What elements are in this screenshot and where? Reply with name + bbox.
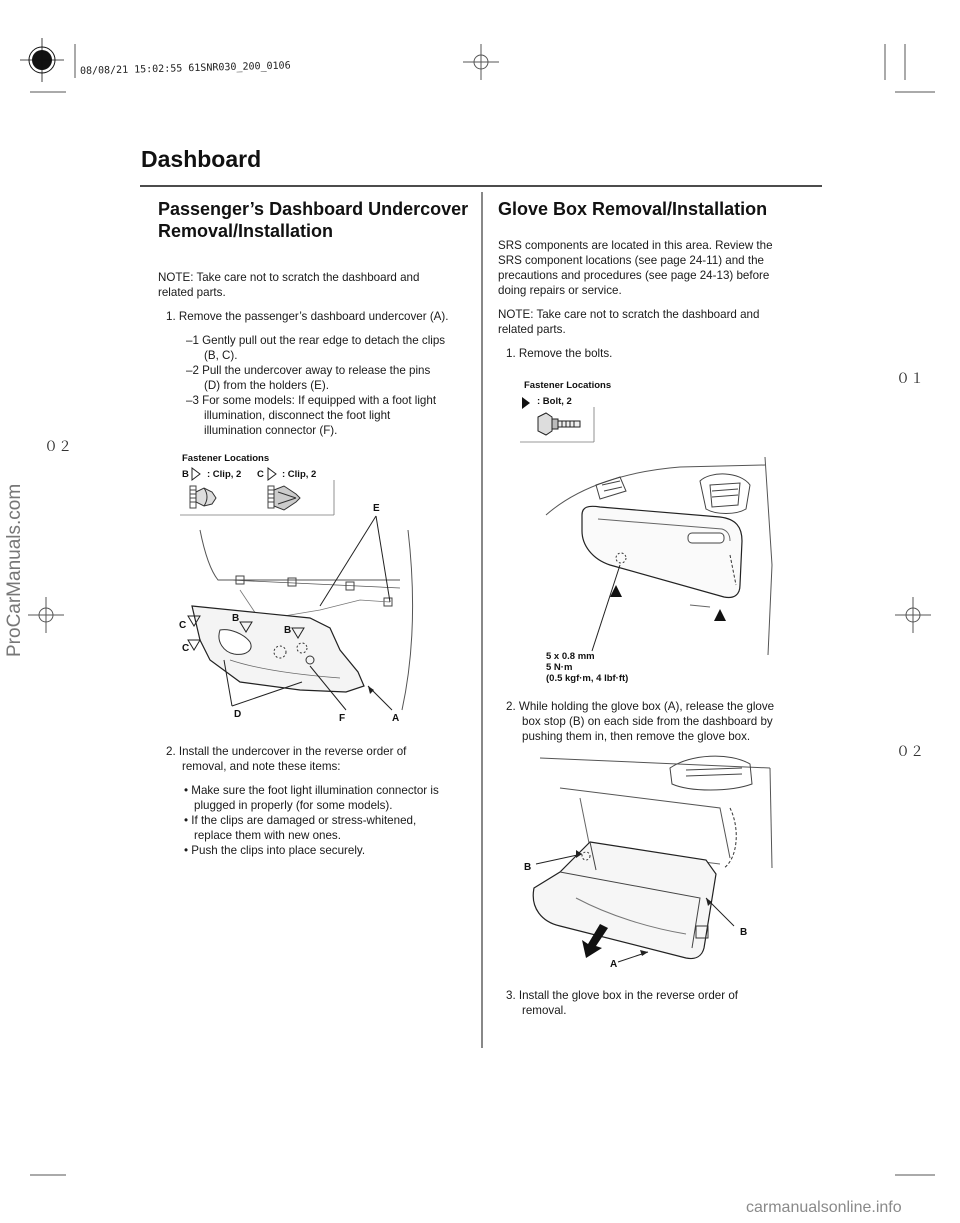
callout-b: B (740, 927, 748, 938)
substep-1: –1 Gently pull out the rear edge to detach the clips (186, 334, 446, 347)
bolt-arrow-icon (714, 609, 726, 621)
page-mark: ０２ (896, 744, 924, 760)
note-text: NOTE: Take care not to scratch the dashboard and (158, 271, 420, 284)
right-instructions (498, 238, 818, 361)
srs-warning: SRS component locations (see page 24-11) and the (498, 254, 764, 267)
step-1: 1. Remove the bolts. (506, 347, 613, 360)
note-text: NOTE: Take care not to scratch the dashboard and (498, 308, 760, 321)
clip-c-letter: C (257, 469, 264, 480)
callout-a: A (392, 713, 400, 724)
substep-3: –3 For some models: If equipped with a foot light (186, 394, 437, 407)
srs-warning: precautions and procedures (see page 24-13) before (498, 269, 770, 282)
callout-e: E (373, 503, 380, 514)
clip-b-letter: B (182, 469, 189, 480)
substep-3-cont: illumination, disconnect the foot light (204, 409, 391, 422)
triangle-marker-icon (268, 468, 276, 480)
callout-c: C (182, 643, 190, 654)
print-timestamp: 08/08/21 15:02:55 61SNR030_200_0106 (79, 60, 291, 77)
step-2: 2. Install the undercover in the reverse order of (166, 745, 407, 758)
substep-3-cont: illumination connector (F). (204, 424, 338, 437)
right-section-heading: Glove Box Removal/Installation (498, 199, 768, 219)
fastener-heading: Fastener Locations (182, 453, 270, 464)
page-mark: ０１ (896, 371, 924, 387)
step-2: 2. While holding the glove box (A), release the glove (506, 700, 775, 713)
undercover-illustration (170, 510, 430, 725)
clip-c-marker-icon (188, 640, 200, 650)
substep-2: –2 Pull the undercover away to release the pins (186, 364, 431, 377)
clip-c-label: : Clip, 2 (282, 469, 317, 480)
clip-c-icon (268, 486, 300, 510)
callout-a: A (610, 959, 618, 970)
crosshair-icon (463, 44, 499, 80)
left-installation-steps (158, 744, 478, 858)
left-instructions (158, 270, 478, 438)
bullet-item: • Push the clips into place securely. (184, 844, 366, 857)
note-text: related parts. (498, 323, 566, 336)
bolt-label: : Bolt, 2 (537, 396, 572, 407)
fastener-heading: Fastener Locations (524, 380, 612, 391)
srs-warning: SRS components are located in this area. Review the (498, 239, 773, 252)
side-watermark: ProCarManuals.com (4, 483, 25, 657)
bolt-icon (538, 413, 580, 435)
leader-line (592, 565, 620, 651)
substep-2-cont: (D) from the holders (E). (204, 379, 329, 392)
torque-value-alt: (0.5 kgf·m, 4 lbf·ft) (546, 673, 629, 684)
registration-target-icon (20, 38, 64, 82)
bullet-item-cont: replace them with new ones. (194, 829, 341, 842)
clip-b-icon (190, 486, 216, 508)
glove-box-bolts-illustration (540, 455, 810, 655)
step-1: 1. Remove the passenger’s dashboard undercover (A). (166, 310, 449, 323)
substep-1-cont: (B, C). (204, 349, 238, 362)
srs-warning: doing repairs or service. (498, 284, 622, 297)
bullet-item: • Make sure the foot light illumination connector is (184, 784, 439, 797)
left-section-heading (158, 198, 468, 242)
bullet-item: • If the clips are damaged or stress-whitened, (184, 814, 417, 827)
leader-line (376, 516, 390, 602)
step-2-cont: box stop (B) on each side from the dashboard by (522, 715, 773, 728)
footer-watermark: carmanualsonline.info (746, 1199, 902, 1216)
torque-spec (546, 651, 628, 684)
callout-b: B (524, 862, 532, 873)
step-3: 3. Install the glove box in the reverse order of (506, 989, 739, 1002)
page-title: Dashboard (141, 146, 262, 172)
crosshair-icon (28, 597, 64, 633)
crosshair-icon (895, 597, 931, 633)
triangle-marker-icon (522, 397, 530, 409)
callout-b: B (232, 613, 240, 624)
page-mark: ０２ (44, 439, 72, 455)
callout-d: D (234, 709, 242, 720)
step-2-cont: removal, and note these items: (182, 760, 341, 773)
bolt-size: 5 x 0.8 mm (546, 651, 595, 662)
note-text: related parts. (158, 286, 226, 299)
right-step-2 (498, 699, 818, 744)
right-step-3 (498, 988, 818, 1018)
leader-line (320, 516, 376, 606)
callout-f: F (339, 713, 346, 724)
left-heading-line: Passenger’s Dashboard Undercover (158, 199, 469, 219)
step-2-cont: pushing them in, then remove the glove box. (522, 730, 751, 743)
callout-b: B (284, 625, 292, 636)
left-heading-line: Removal/Installation (158, 221, 334, 241)
triangle-marker-icon (192, 468, 200, 480)
bullet-item-cont: plugged in properly (for some models). (194, 799, 393, 812)
bolt-fastener-illustration (520, 395, 600, 443)
torque-value: 5 N·m (546, 662, 573, 673)
clip-b-label: : Clip, 2 (207, 469, 242, 480)
step-3-cont: removal. (522, 1004, 567, 1017)
glove-box-removal-illustration (520, 748, 790, 973)
callout-c: C (179, 620, 187, 631)
